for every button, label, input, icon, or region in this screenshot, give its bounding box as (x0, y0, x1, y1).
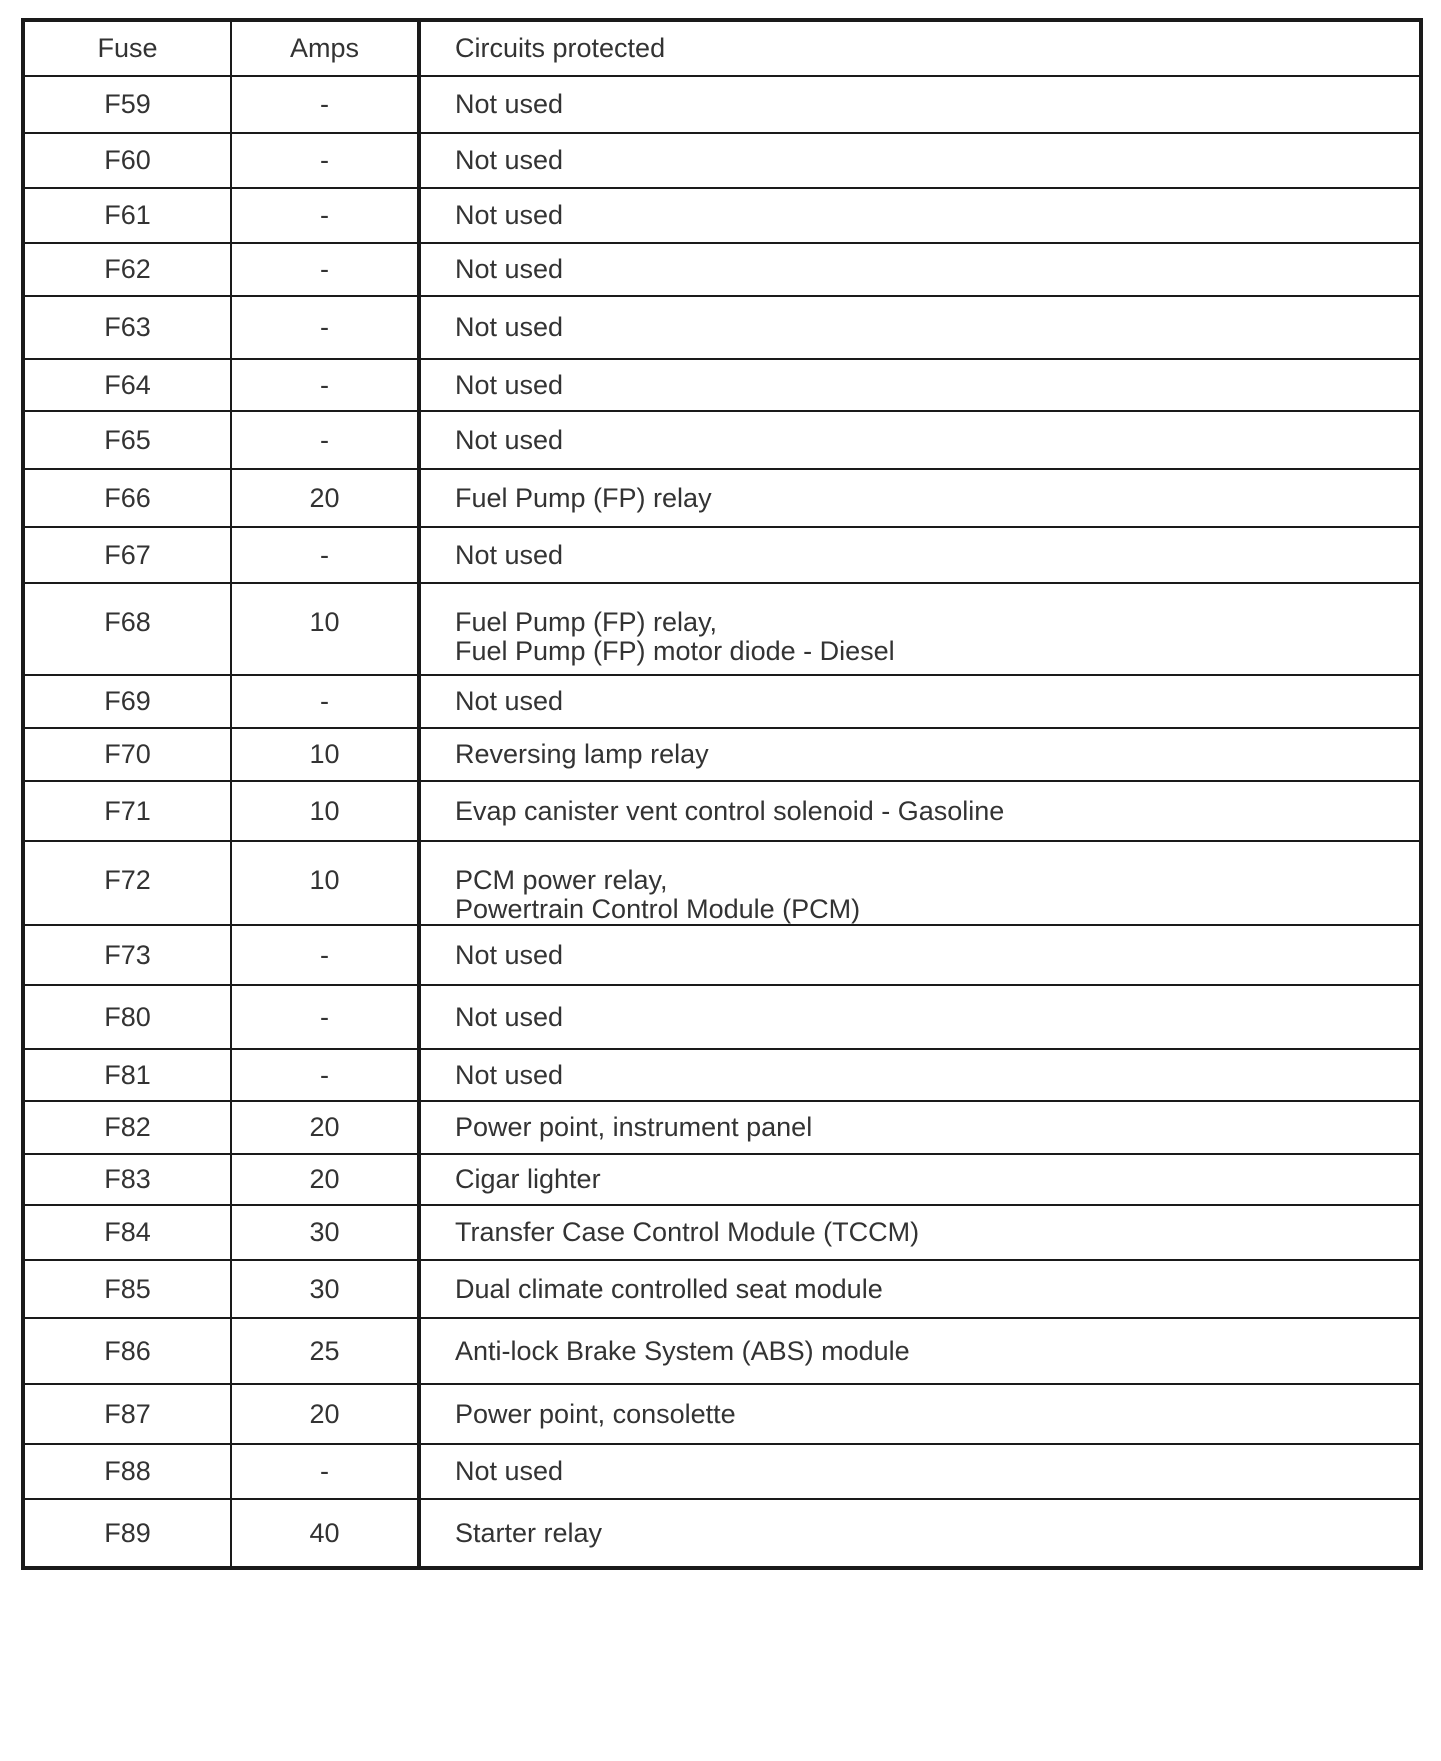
fuse-id: F64 (104, 369, 151, 400)
circuits-cell (419, 1101, 1421, 1154)
amps-value: - (320, 312, 329, 342)
amps-cell (231, 1444, 419, 1499)
circuit-line: Not used (455, 369, 564, 400)
amps-value: 10 (309, 739, 340, 769)
circuit-line: Not used (455, 89, 564, 119)
circuits-text (455, 255, 1419, 284)
circuits-cell (419, 1205, 1421, 1260)
amps-cell (231, 296, 419, 359)
amps-value: 25 (309, 1335, 340, 1366)
circuits-cell (419, 527, 1421, 583)
amps-cell (231, 411, 419, 469)
amps-value: - (320, 1059, 329, 1090)
amps-value: 20 (309, 482, 340, 513)
circuits-text (455, 90, 1419, 119)
circuits-text (455, 1519, 1419, 1548)
amps-cell (231, 728, 419, 781)
fuse-id: F59 (104, 89, 151, 119)
table-row (23, 1154, 1421, 1205)
circuits-text (455, 484, 1419, 513)
circuit-line: Not used (455, 539, 564, 570)
circuits-text (455, 1400, 1419, 1429)
amps-cell (231, 985, 419, 1049)
fuse-cell (23, 925, 231, 985)
amps-cell (231, 1260, 419, 1318)
fuse-cell (23, 469, 231, 527)
amps-cell (231, 527, 419, 583)
amps-value: 40 (309, 1517, 340, 1548)
fuse-id: F60 (104, 145, 151, 175)
table-row (23, 781, 1421, 841)
circuit-line: Not used (455, 200, 564, 230)
table-row (23, 188, 1421, 243)
fuse-table (21, 18, 1423, 1570)
circuits-cell (419, 1499, 1421, 1568)
table-row (23, 1260, 1421, 1318)
circuits-text (455, 842, 1419, 924)
circuit-line: Not used (455, 145, 564, 175)
table-row (23, 1318, 1421, 1384)
fuse-id: F68 (104, 607, 151, 637)
fuse-id: F86 (104, 1335, 151, 1366)
fuse-id: F89 (104, 1517, 151, 1548)
circuit-line: Not used (455, 312, 564, 342)
amps-value: - (320, 254, 329, 284)
circuits-cell (419, 1154, 1421, 1205)
circuit-line: Not used (455, 1001, 564, 1032)
circuit-line: Fuel Pump (FP) relay (455, 482, 712, 513)
circuits-text (455, 1337, 1419, 1366)
header-fuse: Fuse (23, 20, 231, 76)
circuit-line: Transfer Case Control Module (TCCM) (455, 1217, 920, 1247)
fuse-id: F69 (104, 686, 151, 716)
circuit-line: Fuel Pump (FP) motor diode - Diesel (455, 636, 895, 666)
fuse-id: F63 (104, 312, 151, 342)
circuit-line: Dual climate controlled seat module (455, 1273, 883, 1304)
table-row (23, 583, 1421, 675)
fuse-id: F88 (104, 1456, 151, 1486)
fuse-cell (23, 675, 231, 728)
table-row (23, 411, 1421, 469)
amps-cell (231, 133, 419, 188)
fuse-cell (23, 133, 231, 188)
circuits-text (455, 146, 1419, 175)
circuits-cell (419, 841, 1421, 925)
fuse-id: F84 (104, 1217, 151, 1247)
table-row (23, 1444, 1421, 1499)
fuse-cell (23, 1384, 231, 1444)
circuit-line: Not used (455, 1456, 564, 1486)
table-row (23, 243, 1421, 296)
circuits-text (455, 201, 1419, 230)
circuits-cell (419, 1260, 1421, 1318)
circuits-text (455, 1457, 1419, 1486)
amps-cell (231, 1154, 419, 1205)
amps-cell (231, 76, 419, 133)
amps-value: - (320, 200, 329, 230)
circuits-text (455, 1061, 1419, 1090)
amps-cell (231, 188, 419, 243)
amps-value: - (320, 686, 329, 716)
fuse-id: F72 (104, 865, 151, 895)
circuit-line: Evap canister vent control solenoid - Gasoline (455, 795, 1005, 826)
amps-cell (231, 359, 419, 411)
fuse-id: F81 (104, 1059, 151, 1090)
circuits-cell (419, 985, 1421, 1049)
amps-value: 10 (309, 607, 340, 637)
fuse-cell (23, 841, 231, 925)
table-row (23, 1049, 1421, 1101)
amps-value: - (320, 424, 329, 455)
fuse-id: F71 (104, 795, 151, 826)
circuit-line: Not used (455, 1059, 564, 1090)
fuse-id: F67 (104, 539, 151, 570)
circuits-cell (419, 925, 1421, 985)
amps-value: 10 (309, 795, 340, 826)
amps-value: 10 (309, 865, 340, 895)
fuse-id: F82 (104, 1112, 151, 1142)
circuit-line: Power point, instrument panel (455, 1112, 813, 1142)
circuits-text (455, 941, 1419, 970)
circuits-cell (419, 296, 1421, 359)
amps-value: 20 (309, 1164, 340, 1194)
circuits-cell (419, 76, 1421, 133)
circuits-cell (419, 133, 1421, 188)
circuit-line: Power point, consolette (455, 1398, 736, 1429)
circuit-line: PCM power relay, (455, 865, 668, 895)
fuse-id: F70 (104, 739, 151, 769)
amps-cell (231, 1049, 419, 1101)
fuse-cell (23, 243, 231, 296)
fuse-cell (23, 781, 231, 841)
fuse-cell (23, 1154, 231, 1205)
circuit-line: Starter relay (455, 1517, 603, 1548)
circuits-text (455, 1275, 1419, 1304)
table-row (23, 675, 1421, 728)
amps-value: - (320, 539, 329, 570)
table-row (23, 133, 1421, 188)
table-row (23, 1101, 1421, 1154)
table-row (23, 925, 1421, 985)
amps-cell (231, 1318, 419, 1384)
fuse-cell (23, 1260, 231, 1318)
amps-cell (231, 1205, 419, 1260)
fuse-id: F66 (104, 482, 151, 513)
table-row (23, 985, 1421, 1049)
circuits-text (455, 1218, 1419, 1247)
amps-value: - (320, 369, 329, 400)
circuits-text (455, 584, 1419, 666)
amps-cell (231, 675, 419, 728)
circuits-cell (419, 1049, 1421, 1101)
circuits-text (455, 313, 1419, 342)
fuse-cell (23, 359, 231, 411)
circuits-cell (419, 675, 1421, 728)
circuits-cell (419, 583, 1421, 675)
fuse-cell (23, 1049, 231, 1101)
table-row (23, 359, 1421, 411)
header-circuits: Circuits protected (419, 20, 1421, 76)
circuits-cell (419, 1384, 1421, 1444)
fuse-id: F65 (104, 424, 151, 455)
circuits-text (455, 740, 1419, 769)
amps-cell (231, 1499, 419, 1568)
circuit-line: Reversing lamp relay (455, 739, 709, 769)
amps-value: 30 (309, 1217, 340, 1247)
amps-cell (231, 1101, 419, 1154)
fuse-id: F80 (104, 1001, 151, 1032)
fuse-id: F87 (104, 1398, 151, 1429)
table-row (23, 527, 1421, 583)
fuse-cell (23, 1318, 231, 1384)
amps-value: - (320, 939, 329, 970)
amps-cell (231, 925, 419, 985)
fuse-cell (23, 188, 231, 243)
circuit-line: Not used (455, 254, 564, 284)
circuits-text (455, 1003, 1419, 1032)
circuits-cell (419, 781, 1421, 841)
fuse-id: F61 (104, 200, 151, 230)
fuse-cell (23, 411, 231, 469)
amps-cell (231, 1384, 419, 1444)
amps-value: - (320, 89, 329, 119)
fuse-id: F62 (104, 254, 151, 284)
table-body (23, 76, 1421, 1568)
fuse-cell (23, 583, 231, 675)
circuits-cell (419, 728, 1421, 781)
table-row (23, 76, 1421, 133)
fuse-cell (23, 1101, 231, 1154)
amps-value: - (320, 1001, 329, 1032)
circuit-line: Not used (455, 424, 564, 455)
amps-cell (231, 781, 419, 841)
circuit-line: Not used (455, 686, 564, 716)
circuits-text (455, 1113, 1419, 1142)
circuits-text (455, 426, 1419, 455)
circuit-line: Powertrain Control Module (PCM) (455, 894, 861, 924)
fuse-id: F83 (104, 1164, 151, 1194)
fuse-id: F85 (104, 1273, 151, 1304)
circuits-text (455, 1165, 1419, 1194)
circuit-line: Fuel Pump (FP) relay, (455, 607, 718, 637)
table-row (23, 728, 1421, 781)
table-row (23, 841, 1421, 925)
amps-value: - (320, 1456, 329, 1486)
fuse-cell (23, 728, 231, 781)
circuits-cell (419, 243, 1421, 296)
amps-value: 20 (309, 1112, 340, 1142)
fuse-cell (23, 1499, 231, 1568)
amps-value: - (320, 145, 329, 175)
circuits-text (455, 541, 1419, 570)
circuit-line: Cigar lighter (455, 1164, 601, 1194)
circuits-text (455, 687, 1419, 716)
fuse-cell (23, 1205, 231, 1260)
circuits-cell (419, 1318, 1421, 1384)
circuits-cell (419, 359, 1421, 411)
circuit-line: Not used (455, 939, 564, 970)
amps-cell (231, 841, 419, 925)
circuit-line: Anti-lock Brake System (ABS) module (455, 1335, 910, 1366)
fuse-cell (23, 296, 231, 359)
fuse-cell (23, 527, 231, 583)
header-row (23, 20, 1421, 76)
fuse-id: F73 (104, 939, 151, 970)
circuits-cell (419, 1444, 1421, 1499)
fuse-cell (23, 1444, 231, 1499)
table-row (23, 1499, 1421, 1568)
amps-value: 20 (309, 1398, 340, 1429)
table-row (23, 1205, 1421, 1260)
table-row (23, 469, 1421, 527)
amps-cell (231, 583, 419, 675)
circuits-cell (419, 469, 1421, 527)
header-amps: Amps (231, 20, 419, 76)
amps-value: 30 (309, 1273, 340, 1304)
circuits-cell (419, 411, 1421, 469)
fuse-cell (23, 985, 231, 1049)
circuits-cell (419, 188, 1421, 243)
table-row (23, 296, 1421, 359)
circuits-text (455, 797, 1419, 826)
circuits-text (455, 371, 1419, 400)
amps-cell (231, 243, 419, 296)
table-row (23, 1384, 1421, 1444)
amps-cell (231, 469, 419, 527)
fuse-cell (23, 76, 231, 133)
